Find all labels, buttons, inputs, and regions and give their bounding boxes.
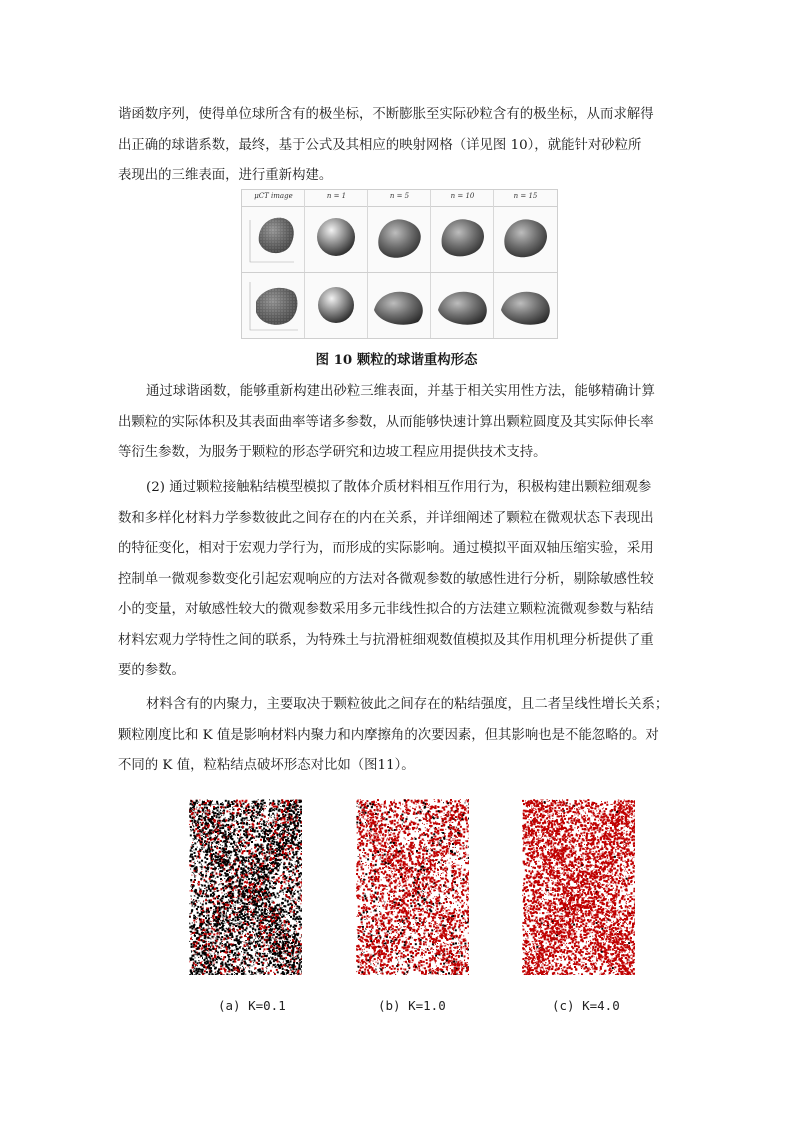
column-header: n = 10 [450,192,475,200]
ct-particle-1-image [250,218,294,262]
paragraph-2 [118,377,678,469]
text-line: 通过球谐函数，能够重新构建出砂粒三维表面，并基于相关实用性方法，能够精确计算 [146,384,655,399]
paragraph-4 [118,690,678,782]
text-line: 要的参数。 [118,663,185,678]
figure-11b-subcaption: (b) K=1.0 [378,998,446,1013]
column-header: n = 5 [389,192,410,200]
figure-10-spherical-harmonic-reconstruction [241,189,558,339]
text-line: 材料宏观力学特性之间的联系，为特殊土与抗滑桩细观数值模拟及其作用机理分析提供了重 [118,632,654,648]
text-line: 谐函数序列，使得单位球所含有的极坐标，不断膨胀至实际砂粒含有的极坐标，从而求解得 [118,107,654,122]
figure-10-caption: 图 10 颗粒的球谐重构形态 [315,352,478,368]
text-line: 材料含有的内聚力，主要取决于颗粒彼此之间存在的粘结强度，且二者呈线性增长关系； [146,697,669,712]
figure-11c-subcaption: (c) K=4.0 [552,998,620,1013]
reconstruction-n1-sphere [317,218,355,256]
reconstruction-n5-shape [378,219,420,257]
column-header: n = 1 [326,192,347,200]
text-line: 等衍生参数，为服务于颗粒的形态学研究和边坡工程应用提供技术支持。 [118,445,547,460]
text-line: 表现出的三维表面，进行重新构建。 [118,168,333,183]
figure-11a-bond-breakage-k01 [189,799,302,975]
paragraph-1 [118,100,678,192]
reconstruction-n1-sphere-2 [318,287,354,323]
reconstruction-n15-shape-2 [501,292,550,325]
paragraph-3 [118,473,678,687]
text-line: 出正确的球谐系数，最终，基于公式及其相应的映射网格（详见图 10），就能针对砂粒所 [118,137,642,153]
column-header: μCT image [254,192,293,200]
figure-11b-bond-breakage-k10 [356,799,469,975]
ct-particle-2-image [250,282,298,330]
text-line: (2) 通过颗粒接触粘结模型模拟了散体介质材料相互作用行为，积极构建出颗粒细观参 [146,480,652,495]
text-line: 出颗粒的实际体积及其表面曲率等诸多参数，从而能够快速计算出颗粒圆度及其实际伸长率 [118,414,654,430]
figure-11a-subcaption: (a) K=0.1 [218,998,286,1013]
text-line: 颗粒刚度比和 K 值是影响材料内聚力和内摩擦角的次要因素，但其影响也是不能忽略的。对 [118,727,659,743]
reconstruction-n15-shape [504,219,547,257]
text-line: 的特征变化，相对于宏观力学行为，而形成的实际影响。通过模拟平面双轴压缩实验，采用 [118,541,654,556]
reconstruction-n10-shape-2 [438,292,487,325]
column-header: n = 15 [513,192,538,200]
figure-11c-bond-breakage-k40 [522,799,635,975]
reconstruction-n10-shape [442,219,484,256]
reconstruction-n5-shape-2 [374,292,423,325]
figure-10-shapes [242,190,557,338]
text-line: 控制单一微观参数变化引起宏观响应的方法对各微观参数的敏感性进行分析，剔除敏感性较 [118,571,654,587]
text-line: 不同的 K 值，粒粘结点破坏形态对比如（图11）。 [118,758,415,773]
text-line: 小的变量，对敏感性较大的微观参数采用多元非线性拟合的方法建立颗粒流微观参数与粘结 [118,602,654,617]
text-line: 数和多样化材料力学参数彼此之间存在的内在关系，并详细阐述了颗粒在微观状态下表现出 [118,510,654,526]
